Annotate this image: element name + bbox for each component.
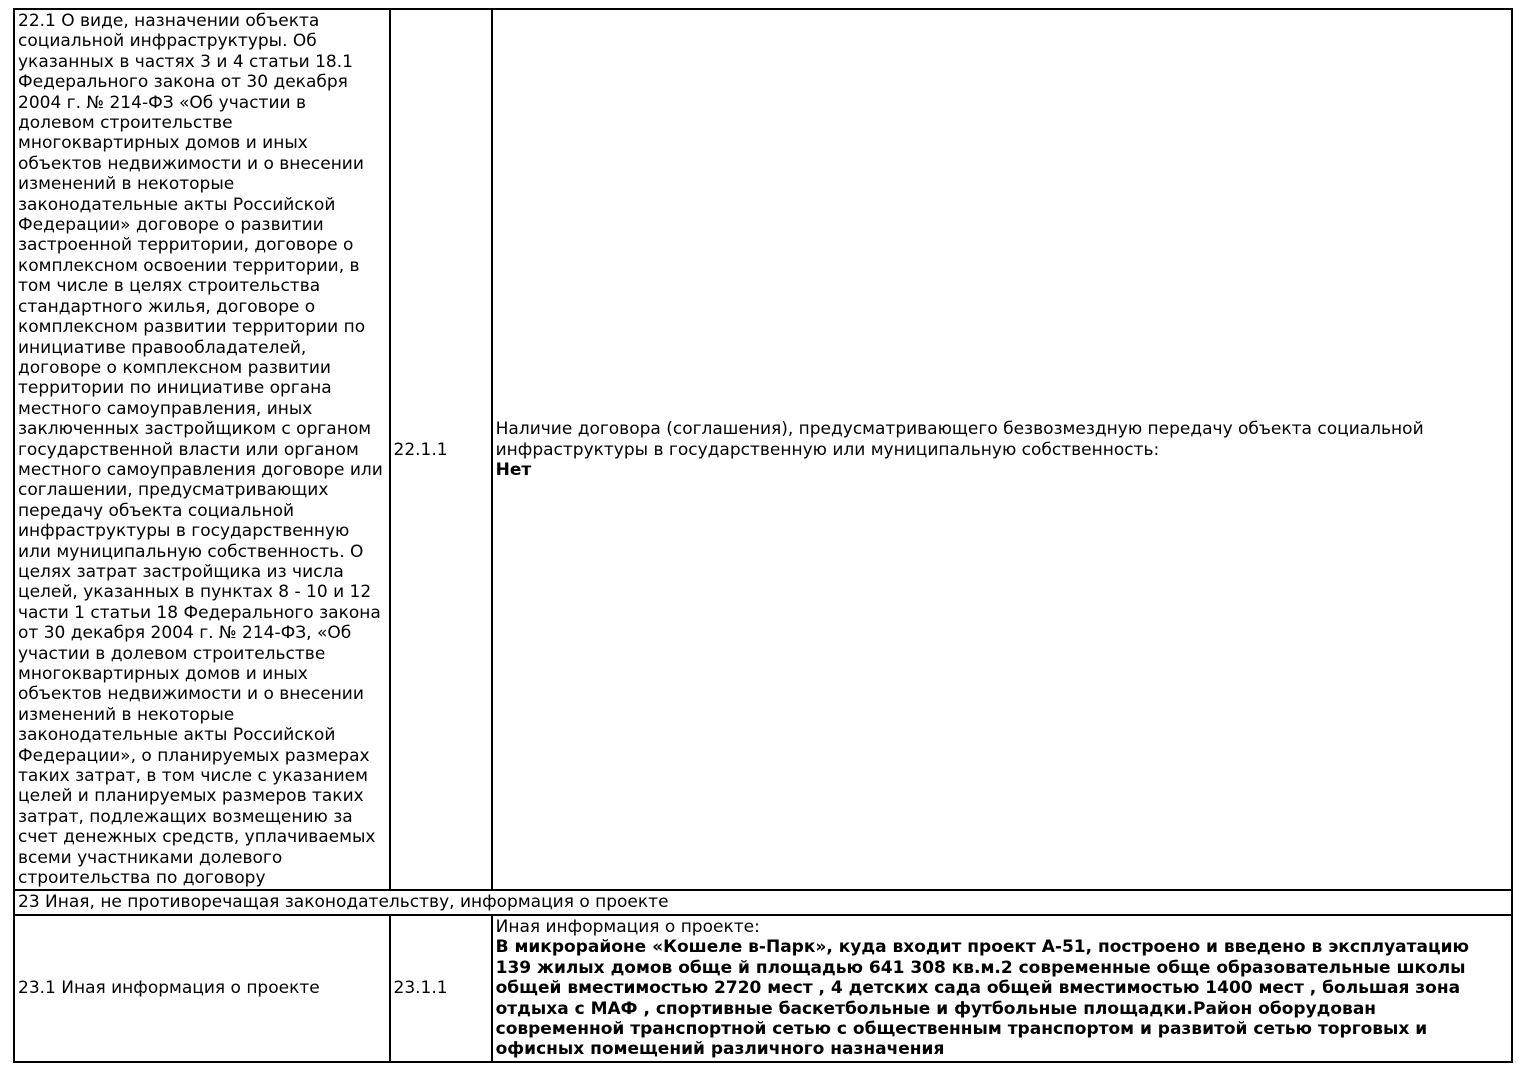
item-value-cell-22-1-1	[492, 9, 1512, 890]
value-answer-22-1-1: Нет	[495, 459, 532, 480]
section-header-cell-23: 23 Иная, не противоречащая законодательству, информация о проекте	[14, 890, 1512, 914]
item-description-cell-23-1: 23.1 Иная информация о проекте	[14, 915, 390, 1062]
item-value-cell-23-1-1	[492, 915, 1512, 1062]
value-answer-23-1-1: В микрорайоне «Кошеле в-Парк», куда входит проект А-51, построено и введено в эксплуатацию 139 жилых домов обще й площадью 641 308 кв.м.2 современные обще образовательные школы общей вместимостью 2720 мест , 4 детских сада общей вместимостью 1400 мест , большая зона отдыха с МАФ , спортивные баскетбольные и футбольные площадки.Район оборудован современной транспортной сетью с общественным транспортом и развитой сетью торговых и офисных помещений различного назначения	[495, 937, 1470, 1060]
section-header-row-23	[14, 890, 1512, 914]
project-declaration-table	[13, 8, 1513, 1063]
item-code-cell-23-1-1: 23.1.1	[390, 915, 492, 1062]
value-label-22-1-1: Наличие договора (соглашения), предусматривающего безвозмездную передачу объекта социальной инфраструктуры в государственную или муниципальную собственность:	[495, 419, 1424, 460]
value-label-23-1-1: Иная информация о проекте:	[495, 916, 760, 937]
table-row-23-1	[14, 915, 1512, 1062]
item-code-cell-22-1-1: 22.1.1	[390, 9, 492, 890]
table-row-22-1	[14, 9, 1512, 890]
item-description-cell-22-1: 22.1 О виде, назначении объекта социальной инфраструктуры. Об указанных в частях 3 и 4 статьи 18.1 Федерального закона от 30 декабря 2004 г. № 214-ФЗ «Об участии в долевом строительстве многоквартирных домов и иных объектов недвижимости и о внесении изменений в некоторые законодательные акты Российской Федерации» договоре о развитии застроенной территории, договоре о комплексном освоении территории, в том числе в целях строительства стандартного жилья, договоре о комплексном развитии территории по инициативе правообладателей, договоре о комплексном развитии территории по инициативе органа местного самоуправления, иных заключенных застройщиком с органом государственной власти или органом местного самоуправления договоре или соглашении, предусматривающих передачу объекта социальной инфраструктуры в государственную или муниципальную собственность. О целях затрат застройщика из числа целей, указанных в пунктах 8 - 10 и 12 части 1 статьи 18 Федерального закона от 30 декабря 2004 г. № 214-ФЗ, «Об участии в долевом строительстве многоквартирных домов и иных объектов недвижимости и о внесении изменений в некоторые законодательные акты Российской Федерации», о планируемых размерах таких затрат, в том числе с указанием целей и планируемых размеров таких затрат, подлежащих возмещению за счет денежных средств, уплачиваемых всеми участниками долевого строительства по договору	[14, 9, 390, 890]
